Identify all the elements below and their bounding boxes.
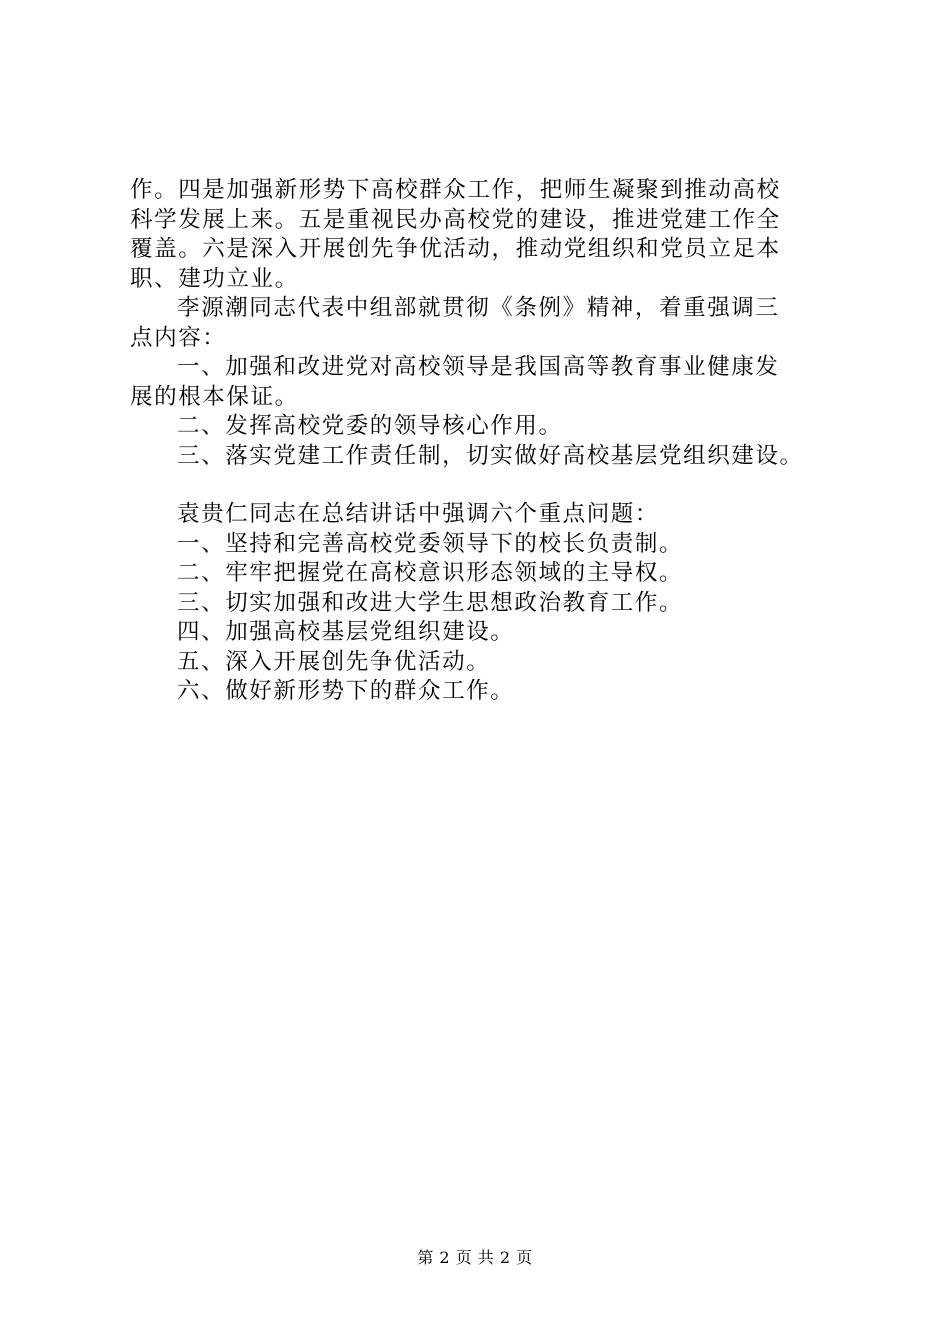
paragraph-yuan-guiren: 袁贵仁同志在总结讲话中强调六个重点问题： — [177, 501, 660, 527]
text-line: 点内容： — [130, 324, 227, 351]
text-line: 覆盖。六是深入开展创先争优活动，推动党组织和党员立足本 — [130, 236, 781, 262]
paragraph-continuation — [130, 176, 820, 294]
text-line: 作。四是加强新形势下高校群众工作，把师生凝聚到推动高校 — [130, 177, 781, 203]
li-point-3 — [130, 442, 820, 472]
yuan-point-5: 五、深入开展创先争优活动。 — [177, 648, 491, 675]
text-line: 三、落实党建工作责任制，切实做好高校基层党组织建设。 — [177, 442, 804, 469]
text-line: 二、发挥高校党委的领导核心作用。 — [177, 413, 563, 439]
yuan-point-4: 四、加强高校基层党组织建设。 — [177, 619, 515, 645]
yuan-point-6: 六、做好新形势下的群众工作。 — [177, 678, 515, 704]
page-footer: 第 2 页 共 2 页 — [417, 1248, 533, 1267]
text-line: 一、加强和改进党对高校领导是我国高等教育事业健康发 — [177, 354, 780, 380]
text-line: 展的根本保证。 — [130, 383, 299, 410]
li-point-1 — [130, 353, 820, 412]
li-point-2 — [130, 412, 820, 442]
paragraph-gap — [130, 471, 820, 500]
text-line: 李源潮同志代表中组部就贯彻《条例》精神，着重强调三 — [177, 295, 780, 321]
text-line: 科学发展上来。五是重视民办高校党的建设，推进党建工作全 — [130, 206, 781, 233]
yuan-point-1: 一、坚持和完善高校党委领导下的校长负责制。 — [177, 530, 684, 557]
text-line: 职、建功立业。 — [130, 265, 299, 292]
yuan-point-2: 二、牢牢把握党在高校意识形态领域的主导权。 — [177, 560, 684, 586]
yuan-point-3: 三、切实加强和改进大学生思想政治教育工作。 — [177, 589, 684, 616]
document-body — [130, 176, 820, 707]
paragraph-li-yuanchao — [130, 294, 820, 353]
